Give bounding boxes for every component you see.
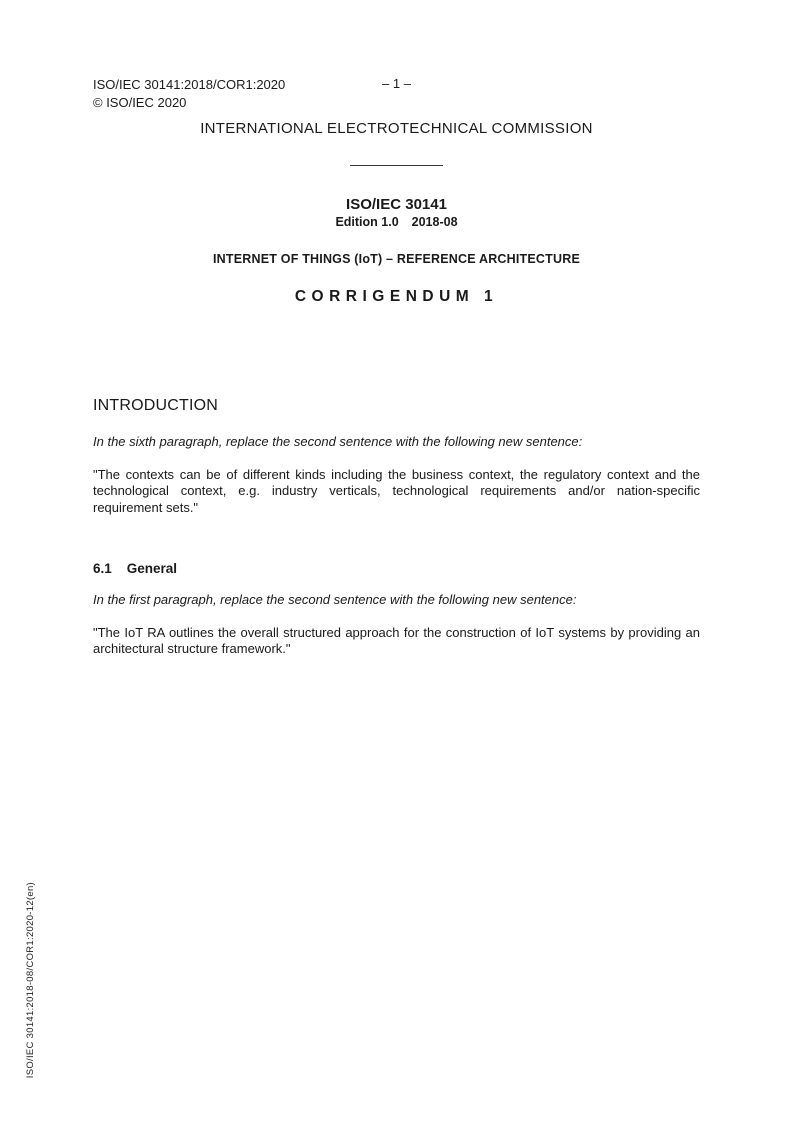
editorial-instruction-1: In the sixth paragraph, replace the second sentence with the following new sentence:: [93, 434, 583, 449]
sidebar-document-identifier: ISO/IEC 30141:2018-08/COR1:2020-12(en): [25, 881, 36, 1078]
page-number: – 1 –: [382, 76, 411, 91]
organization-title: INTERNATIONAL ELECTROTECHNICAL COMMISSION: [200, 120, 593, 137]
title-separator-line: [350, 165, 443, 166]
replacement-sentence-2: "The IoT RA outlines the overall structured approach for the construction of IoT systems by providing an architectural structure framework.": [93, 625, 700, 657]
section-heading-introduction: INTRODUCTION: [93, 397, 219, 414]
editorial-instruction-2: In the first paragraph, replace the second sentence with the following new sentence:: [93, 592, 577, 607]
header-copyright: © ISO/IEC 2020: [93, 95, 187, 111]
replacement-sentence-1: "The contexts can be of different kinds including the business context, the regulatory context and the technological context, e.g. industry verticals, technological requirements and/or nation-specific requirement sets.": [93, 467, 700, 515]
clause-title: General: [126, 561, 178, 576]
edition-line: [0, 215, 793, 229]
section-heading-6-1: [93, 561, 177, 576]
standard-number: ISO/IEC 30141: [346, 196, 447, 213]
edition-date: 2018-08: [411, 215, 458, 229]
document-type-title: CORRIGENDUM 1: [294, 288, 499, 305]
header-doc-reference: ISO/IEC 30141:2018/COR1:2020: [93, 77, 286, 92]
edition-label: Edition 1.0: [335, 215, 399, 229]
subject-title: INTERNET OF THINGS (IoT) – REFERENCE ARCHITECTURE: [213, 252, 580, 266]
clause-number: 6.1: [93, 561, 112, 576]
